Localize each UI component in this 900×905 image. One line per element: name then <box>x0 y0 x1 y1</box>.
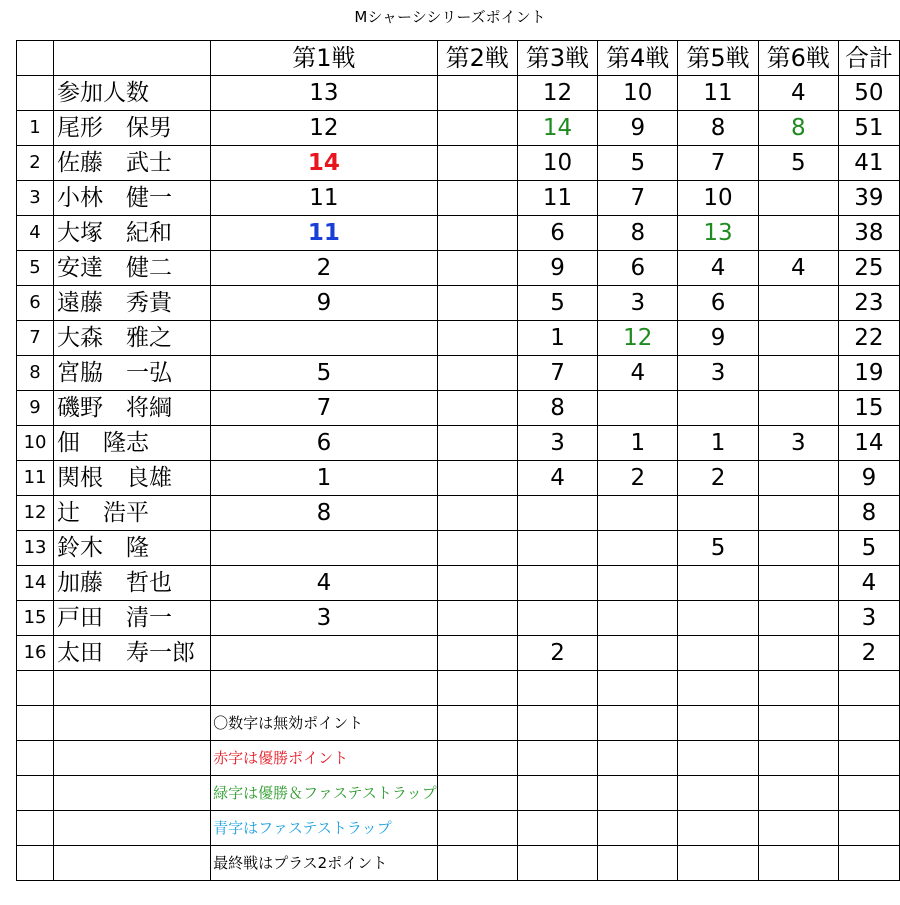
name-cell: 小林 健一 <box>54 181 211 216</box>
points-cell-race-4: 7 <box>598 181 678 216</box>
points-cell-race-4 <box>598 566 678 601</box>
total-cell: 15 <box>838 391 899 426</box>
table-row <box>17 426 900 461</box>
empty-cell <box>838 671 899 706</box>
points-cell-race-6 <box>758 181 838 216</box>
points-cell-race-5: 2 <box>678 461 758 496</box>
header-race-1: 第1戦 <box>211 41 438 76</box>
header-total: 合計 <box>838 41 899 76</box>
empty-cell <box>758 741 838 776</box>
empty-cell <box>838 846 899 881</box>
points-cell-race-4: 9 <box>598 111 678 146</box>
header-race-3: 第3戦 <box>517 41 597 76</box>
points-cell-race-4 <box>598 531 678 566</box>
points-cell-race-1: 8 <box>211 496 438 531</box>
rank-cell: 5 <box>17 251 54 286</box>
points-cell-race-2 <box>437 601 517 636</box>
empty-cell <box>17 846 54 881</box>
table-row <box>17 356 900 391</box>
empty-cell <box>517 846 597 881</box>
legend-text: 青字はファステストラップ <box>211 811 438 846</box>
points-cell-race-6 <box>758 321 838 356</box>
points-cell-race-6: 3 <box>758 426 838 461</box>
points-cell-race-3 <box>517 496 597 531</box>
total-cell: 38 <box>838 216 899 251</box>
rank-cell: 7 <box>17 321 54 356</box>
points-cell-race-5 <box>678 636 758 671</box>
points-cell-race-3: 1 <box>517 321 597 356</box>
points-cell-race-4: 5 <box>598 146 678 181</box>
points-cell-race-5: 6 <box>678 286 758 321</box>
points-cell-race-4: 8 <box>598 216 678 251</box>
empty-cell <box>54 776 211 811</box>
table-body <box>17 41 900 881</box>
points-cell-race-1: 3 <box>211 601 438 636</box>
table-row <box>17 531 900 566</box>
page-title: Mシャーシシリーズポイント <box>354 8 546 26</box>
empty-cell <box>517 706 597 741</box>
name-cell: 佃 隆志 <box>54 426 211 461</box>
rank-cell: 13 <box>17 531 54 566</box>
points-cell-race-1: 4 <box>211 566 438 601</box>
name-cell: 太田 寿一郎 <box>54 636 211 671</box>
empty-cell <box>17 706 54 741</box>
name-cell: 磯野 将綱 <box>54 391 211 426</box>
empty-cell <box>437 811 517 846</box>
empty-cell <box>437 671 517 706</box>
points-cell-race-6 <box>758 566 838 601</box>
total-cell: 41 <box>838 146 899 181</box>
points-cell-race-5: 1 <box>678 426 758 461</box>
empty-cell <box>437 706 517 741</box>
table-row <box>17 146 900 181</box>
name-cell: 辻 浩平 <box>54 496 211 531</box>
total-cell: 9 <box>838 461 899 496</box>
rank-cell: 16 <box>17 636 54 671</box>
header-race-6: 第6戦 <box>758 41 838 76</box>
header-race-4: 第4戦 <box>598 41 678 76</box>
name-cell: 宮脇 一弘 <box>54 356 211 391</box>
name-cell: 大塚 紀和 <box>54 216 211 251</box>
points-cell-race-5 <box>678 601 758 636</box>
participants-race-1: 13 <box>211 76 438 111</box>
points-cell-race-2 <box>437 111 517 146</box>
points-cell-race-6 <box>758 461 838 496</box>
empty-cell <box>598 776 678 811</box>
points-cell-race-3: 6 <box>517 216 597 251</box>
table-row <box>17 636 900 671</box>
points-cell-race-4: 12 <box>598 321 678 356</box>
table-row <box>17 216 900 251</box>
name-cell: 佐藤 武士 <box>54 146 211 181</box>
name-cell: 安達 健二 <box>54 251 211 286</box>
empty-cell <box>54 846 211 881</box>
points-table <box>16 40 900 881</box>
points-cell-race-1: 11 <box>211 181 438 216</box>
header-blank-rank <box>17 41 54 76</box>
points-cell-race-5: 5 <box>678 531 758 566</box>
points-cell-race-5 <box>678 496 758 531</box>
points-cell-race-1: 5 <box>211 356 438 391</box>
total-cell: 4 <box>838 566 899 601</box>
points-cell-race-2 <box>437 146 517 181</box>
empty-cell <box>598 811 678 846</box>
empty-cell <box>598 671 678 706</box>
empty-cell <box>17 671 54 706</box>
points-cell-race-3: 2 <box>517 636 597 671</box>
empty-cell <box>54 706 211 741</box>
empty-cell <box>758 706 838 741</box>
points-cell-race-4: 4 <box>598 356 678 391</box>
empty-cell <box>517 811 597 846</box>
table-row <box>17 286 900 321</box>
name-cell: 尾形 保男 <box>54 111 211 146</box>
total-cell: 51 <box>838 111 899 146</box>
participants-race-6: 4 <box>758 76 838 111</box>
rank-cell: 6 <box>17 286 54 321</box>
empty-cell <box>17 776 54 811</box>
points-cell-race-4 <box>598 391 678 426</box>
points-cell-race-1: 11 <box>211 216 438 251</box>
total-cell: 19 <box>838 356 899 391</box>
empty-cell <box>838 776 899 811</box>
points-cell-race-6 <box>758 356 838 391</box>
legend-row <box>17 706 900 741</box>
points-cell-race-1: 1 <box>211 461 438 496</box>
legend-row <box>17 846 900 881</box>
points-cell-race-6 <box>758 496 838 531</box>
points-cell-race-5 <box>678 391 758 426</box>
participants-race-5: 11 <box>678 76 758 111</box>
empty-cell <box>598 846 678 881</box>
points-cell-race-6: 5 <box>758 146 838 181</box>
points-cell-race-4: 6 <box>598 251 678 286</box>
legend-text: 〇数字は無効ポイント <box>211 706 438 741</box>
points-cell-race-5: 8 <box>678 111 758 146</box>
points-cell-race-3: 7 <box>517 356 597 391</box>
table-row <box>17 461 900 496</box>
total-cell: 14 <box>838 426 899 461</box>
empty-cell <box>517 741 597 776</box>
points-cell-race-3: 4 <box>517 461 597 496</box>
points-cell-race-1: 7 <box>211 391 438 426</box>
empty-cell <box>758 671 838 706</box>
empty-cell <box>54 671 211 706</box>
rank-cell: 1 <box>17 111 54 146</box>
points-cell-race-1: 2 <box>211 251 438 286</box>
name-cell: 鈴木 隆 <box>54 531 211 566</box>
empty-cell <box>838 741 899 776</box>
empty-cell <box>517 776 597 811</box>
points-cell-race-3 <box>517 566 597 601</box>
points-cell-race-3 <box>517 601 597 636</box>
points-cell-race-3: 5 <box>517 286 597 321</box>
rank-cell: 15 <box>17 601 54 636</box>
empty-cell <box>517 671 597 706</box>
rank-cell: 11 <box>17 461 54 496</box>
table-row <box>17 566 900 601</box>
points-cell-race-4: 1 <box>598 426 678 461</box>
rank-cell: 8 <box>17 356 54 391</box>
points-cell-race-6: 8 <box>758 111 838 146</box>
empty-cell <box>678 706 758 741</box>
points-cell-race-2 <box>437 426 517 461</box>
participants-race-3: 12 <box>517 76 597 111</box>
legend-row <box>17 741 900 776</box>
empty-cell <box>678 846 758 881</box>
points-cell-race-2 <box>437 461 517 496</box>
legend-text: 赤字は優勝ポイント <box>211 741 438 776</box>
empty-cell <box>758 846 838 881</box>
points-cell-race-6 <box>758 286 838 321</box>
table-row <box>17 601 900 636</box>
points-cell-race-1 <box>211 531 438 566</box>
total-cell: 5 <box>838 531 899 566</box>
empty-cell <box>598 741 678 776</box>
points-cell-race-6: 4 <box>758 251 838 286</box>
points-cell-race-1 <box>211 321 438 356</box>
points-cell-race-2 <box>437 496 517 531</box>
empty-cell <box>211 671 438 706</box>
legend-text: 最終戦はプラス2ポイント <box>211 846 438 881</box>
total-cell: 3 <box>838 601 899 636</box>
participants-race-4: 10 <box>598 76 678 111</box>
total-cell: 2 <box>838 636 899 671</box>
empty-cell <box>678 671 758 706</box>
total-cell: 8 <box>838 496 899 531</box>
name-cell: 遠藤 秀貴 <box>54 286 211 321</box>
rank-cell: 2 <box>17 146 54 181</box>
points-cell-race-3: 9 <box>517 251 597 286</box>
points-cell-race-6 <box>758 391 838 426</box>
empty-cell <box>437 776 517 811</box>
table-row <box>17 111 900 146</box>
empty-cell <box>678 811 758 846</box>
points-cell-race-6 <box>758 531 838 566</box>
header-blank-name <box>54 41 211 76</box>
table-row <box>17 496 900 531</box>
empty-cell <box>437 846 517 881</box>
empty-cell <box>17 741 54 776</box>
points-cell-race-1: 12 <box>211 111 438 146</box>
name-cell: 関根 良雄 <box>54 461 211 496</box>
spacer-row <box>17 671 900 706</box>
empty-cell <box>678 776 758 811</box>
total-cell: 39 <box>838 181 899 216</box>
legend-text: 緑字は優勝＆ファステストラップ <box>211 776 438 811</box>
empty-cell <box>758 811 838 846</box>
points-cell-race-4 <box>598 636 678 671</box>
table-row <box>17 391 900 426</box>
table-row <box>17 181 900 216</box>
points-cell-race-1 <box>211 636 438 671</box>
empty-cell <box>54 811 211 846</box>
rank-cell: 9 <box>17 391 54 426</box>
points-cell-race-3: 8 <box>517 391 597 426</box>
points-cell-race-5: 3 <box>678 356 758 391</box>
empty-cell <box>437 741 517 776</box>
points-cell-race-1: 6 <box>211 426 438 461</box>
header-race-5: 第5戦 <box>678 41 758 76</box>
points-cell-race-5: 7 <box>678 146 758 181</box>
points-cell-race-2 <box>437 636 517 671</box>
points-cell-race-2 <box>437 531 517 566</box>
points-cell-race-6 <box>758 601 838 636</box>
points-cell-race-2 <box>437 251 517 286</box>
name-cell: 加藤 哲也 <box>54 566 211 601</box>
empty-cell <box>54 741 211 776</box>
empty-cell <box>838 811 899 846</box>
points-cell-race-2 <box>437 181 517 216</box>
rank-cell: 12 <box>17 496 54 531</box>
points-cell-race-2 <box>437 566 517 601</box>
empty-cell <box>758 776 838 811</box>
table-row <box>17 251 900 286</box>
points-cell-race-4: 2 <box>598 461 678 496</box>
header-row <box>17 41 900 76</box>
points-cell-race-2 <box>437 321 517 356</box>
points-cell-race-1: 14 <box>211 146 438 181</box>
points-cell-race-3: 3 <box>517 426 597 461</box>
points-cell-race-6 <box>758 216 838 251</box>
points-cell-race-4 <box>598 496 678 531</box>
points-cell-race-5: 9 <box>678 321 758 356</box>
participants-race-2 <box>437 76 517 111</box>
table-row <box>17 321 900 356</box>
points-cell-race-4 <box>598 601 678 636</box>
participants-total: 50 <box>838 76 899 111</box>
rank-cell: 14 <box>17 566 54 601</box>
points-cell-race-3: 14 <box>517 111 597 146</box>
total-cell: 23 <box>838 286 899 321</box>
name-cell: 戸田 清一 <box>54 601 211 636</box>
points-cell-race-5 <box>678 566 758 601</box>
points-cell-race-5: 10 <box>678 181 758 216</box>
header-race-2: 第2戦 <box>437 41 517 76</box>
points-cell-race-2 <box>437 356 517 391</box>
empty-cell <box>678 741 758 776</box>
points-cell-race-3: 10 <box>517 146 597 181</box>
points-cell-race-4: 3 <box>598 286 678 321</box>
points-cell-race-6 <box>758 636 838 671</box>
participants-label: 参加人数 <box>54 76 211 111</box>
empty-cell <box>838 706 899 741</box>
total-cell: 22 <box>838 321 899 356</box>
points-cell-race-2 <box>437 286 517 321</box>
empty-cell <box>598 706 678 741</box>
empty-cell <box>17 811 54 846</box>
points-cell-race-3 <box>517 531 597 566</box>
legend-row <box>17 811 900 846</box>
points-cell-race-3: 11 <box>517 181 597 216</box>
total-cell: 25 <box>838 251 899 286</box>
participants-blank <box>17 76 54 111</box>
rank-cell: 10 <box>17 426 54 461</box>
participants-row <box>17 76 900 111</box>
name-cell: 大森 雅之 <box>54 321 211 356</box>
rank-cell: 4 <box>17 216 54 251</box>
points-cell-race-5: 4 <box>678 251 758 286</box>
rank-cell: 3 <box>17 181 54 216</box>
points-cell-race-2 <box>437 391 517 426</box>
points-cell-race-1: 9 <box>211 286 438 321</box>
legend-row <box>17 776 900 811</box>
points-cell-race-2 <box>437 216 517 251</box>
points-cell-race-5: 13 <box>678 216 758 251</box>
